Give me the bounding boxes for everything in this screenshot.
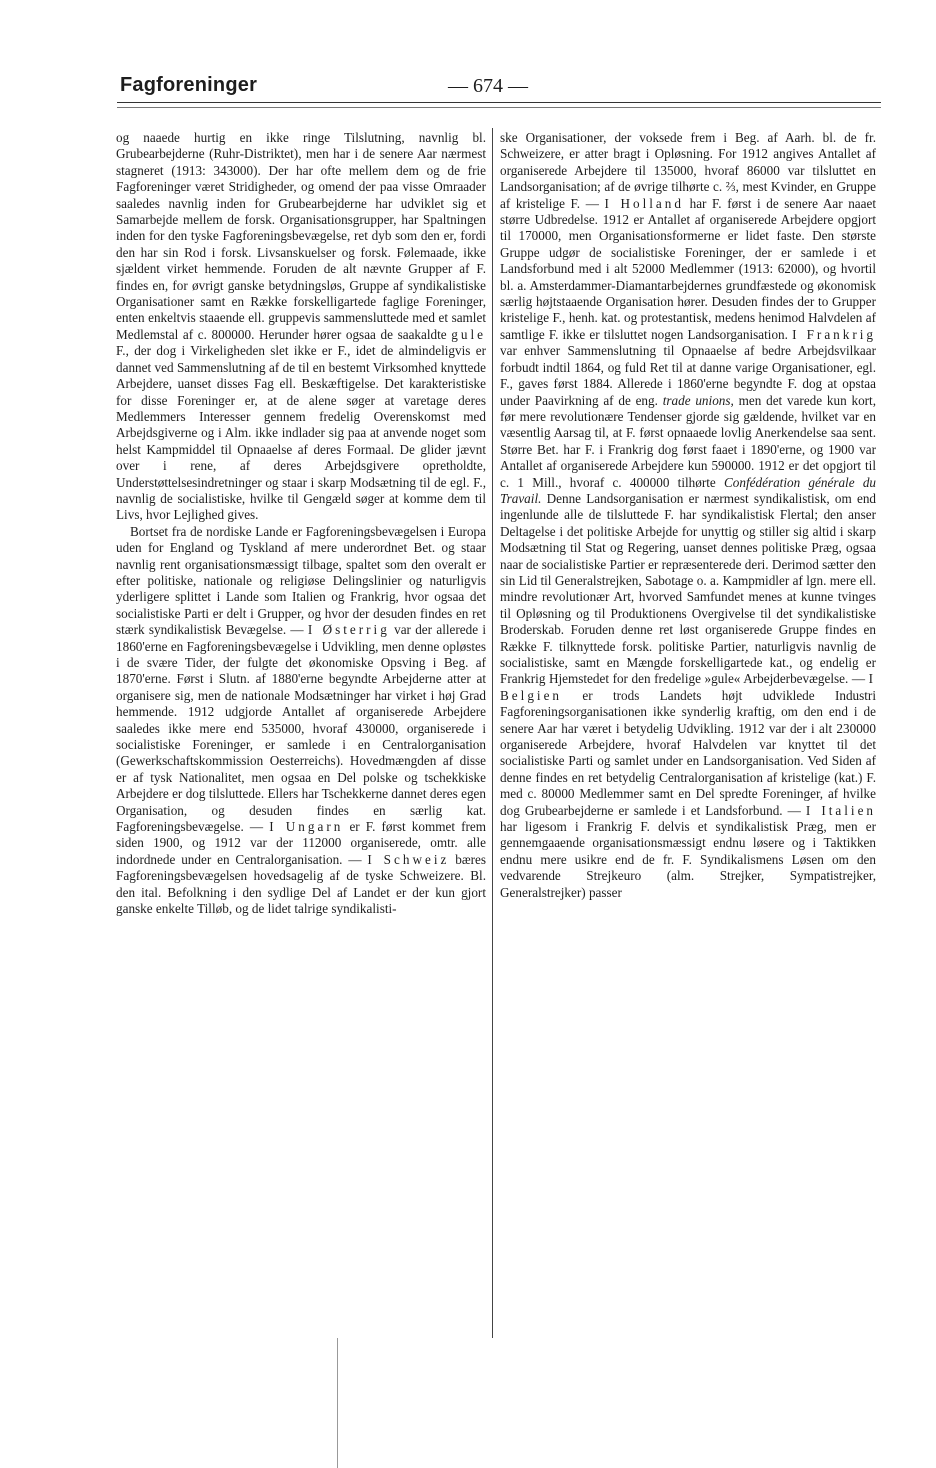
right-column	[500, 130, 876, 901]
spaced-term: I Frankrig	[792, 326, 877, 342]
text-run: ske Organisationer, der voksede frem i Beg. af Aarh. bl. de fr. Schweizere, er atter bragt i Opløsning. For 1912 angives Antallet af organiserede Arbejdere til 135000, hvoraf 86000 var tilsluttet en Landsorganisation; af de øvrige tilhørte c. ⅔, mest Kvinder, en Gruppe af kristelige F. —	[500, 130, 876, 211]
spaced-term: I Belgien	[500, 671, 877, 703]
text-run: bæres Fagforeningsbevægelsen hovedsagelig af de tyske Schweizere. Bl. den ital. Befolkning i den sydlige Del af Landet er der kun gjort ganske enkelte Tilløb, og de lidet talrige syndikalisti-	[116, 851, 486, 917]
header-rule-secondary	[117, 107, 881, 108]
column-divider-lower	[337, 1338, 338, 1468]
paragraph	[116, 130, 486, 524]
text-run: er F. først kommet frem siden 1900, og 1912 var der 112000 organiserede, omtr. alle indordnede under en Centralorganisation. —	[116, 819, 487, 867]
header-rule	[117, 102, 881, 103]
spaced-term: I Østerrig	[307, 622, 390, 638]
text-run: og naaede hurtig en ikke ringe Tilslutning, navnlig bl. Grubearbejderne (Ruhr-Distriktet), men har i de senere Aar nærmest stagneret (1913: 343000). Der har ofte mellem dem og de frie Fagforeninger været Stridigheder, og omend der paa visse Omraader saaledes navnlig inden for Grubearbejderne har udviklet sig et Samarbejde mellem de forsk. Organisationsgrupper, har Spaltningen inden for den tyske Fagforeningsbevægelse, ret dyb som den er, fordi den har sin Rod i forsk. Livsanskuelser og forsk. Følemaade, ikke sjældent virket hemmende. Foruden de alt nævnte Grupper af F. findes en, for øvrigt ganske betydningsløs, Gruppe af syndikalistiske Organisationer samt en Række forskelligartede faglige Foreninger, enten enkeltvis staaende ell. gruppevis sammensluttede med et samlet Medlemstal af c. 800000. Herunder hører ogsaa de saakaldte	[116, 130, 486, 342]
paragraph	[116, 524, 486, 918]
spaced-term: I Holland	[604, 195, 684, 211]
text-run: var enhver Sammenslutning til Opnaaelse af bedre Arbejdsvilkaar forbudt indtil 1864, og fuld Ret til at danne varige Organisationer, egl. F., gaves først 1884. Allerede i 1860'erne begyndte F. dog at opstaa under Paavirkning af de eng.	[500, 343, 876, 408]
italic-term: trade unions,	[662, 392, 734, 408]
running-head-title: Fagforeninger	[120, 74, 258, 96]
left-column	[116, 130, 486, 918]
italic-term: Confédération générale du Travail.	[500, 474, 877, 506]
text-run: Bortset fra de nordiske Lande er Fagforeningsbevægelsen i Europa uden for England og Tyskland af mere underordnet Bet. og staar navnlig rent organisationsmæssigt tilbage, spaltet som den overalt er efter politiske, nationale og religiøse Delingslinier og naturligvis yderligere splittet i Lande som Italien og Frankrig, hvor ogsaa det socialistiske Parti er delt i Grupper, og hvor der desuden findes en ret stærk syndikalistisk Bevægelse. —	[116, 523, 486, 638]
text-run: Denne Landsorganisation er nærmest syndikalistisk, om end ingenlunde alle de tilsluttede F. har syndikalistisk Flertal; den anser Deltagelse i det politiske Arbejde for unyttig og stiller sig altid i skarp Modsætning til Stat og Regering, uanset dennes politiske Præg, ogsaa naar de socialistiske Partier er repræsenterede deri. Derimod sætter den sin Lid til Generalstrejken, Sabotage o. a. Kampmidler af lgn. mere ell. mindre revolutionær Art, hvorved Samfundet menes at kunne tvinges til Opløsning og til Produktionens Overgivelse til det syndikalistiske Broderskab. Foruden denne ret løst organiserede Gruppe findes en Række F. tilknyttede forsk. politiske Partier, naturligvis navnlig de socialistiske, samt en Mængde forskelligartede kat., og endelig er Frankrig Hjemstedet for den fredelige »gule« Arbejderbevægelse. —	[500, 490, 877, 687]
text-run: har ligesom i Frankrig F. delvis et syndikalistisk Præg, men er gennemgaaende organisationsmæssigt endnu løsere og i Taktikken endnu mere usikre end de fr. F. Syndikalismens Løsen om den vedvarende Strejkeuro (alm. Strejker, Sympatistrejker, Generalstrejker) passer	[500, 819, 876, 900]
spaced-term: I Schweiz	[367, 851, 450, 867]
paragraph	[500, 130, 876, 901]
text-run: F., der dog i Virkeligheden slet ikke er F., idet de almindeligvis er dannet ved Sammenslutning af de til en bestemt Virksomhed knyttede Arbejdere, uanset disses Fag ell. Beskæftigelse. Det karakteristiske for disse Foreninger er, at de alene søger at varetage deres Medlemmers Interesser gennem fredelig Overenskomst med Arbejdsgiverne og i Alm. ikke indlader sig paa at anvende noget som helst Kampmiddel til Opnaaelse af deres Formaal. De glider jævnt over i rene, af deres Arbejdsgivere opretholdte, Understøttelsesindretninger og staar i skarp Modsætning til de egl. F., navnlig de socialistiske, hvilke til Gengæld søger at komme dem til Livs, hvor Lejlighed gives.	[116, 343, 486, 523]
page-number: — 674 —	[448, 75, 528, 97]
text-run: er trods Landets højt udviklede Industri Fagforeningsorganisationen ikke synderlig kraftig, om den end i de senere Aar har været i betydelig Udvikling. 1912 var der i alt 230000 organiserede Arbejdere, hvoraf Halvdelen var knyttet til det socialistiske Parti og samlet under en Landsorganisation. Ved Siden af denne findes en ret betydelig Centralorganisation af kristelige (kat.) F. med c. 80000 Medlemmer samt en Del spredte Foreninger, af hvilke dog Grubearbejderne er samlede i et Landsforbund. —	[500, 687, 876, 818]
text-run: har F. først i de senere Aar naaet større Udbredelse. 1912 er Antallet af organiserede Arbejdere opgjort til 170000, men Organisationsformerne er lidet faste. Den største Gruppe udgør de socialistiske Foreninger, der er samlede i et Landsforbund med i alt 52000 Medlemmer (1913: 62000), og hvortil bl. a. Amsterdammer-Diamantarbejdernes grundfæstede og økonomisk særlig højtstaaende Organisation hører. Desuden findes der to Grupper kristelige F., henh. kat. og protestantisk, medens henimod Halvdelen af samtlige F. ikke er tilsluttet nogen Landsorganisation.	[500, 195, 877, 342]
text-run: var der allerede i 1860'erne en Fagforeningsbevægelse i Udvikling, men denne opløstes i de svære Tider, der fulgte det økonomiske Opsving i Beg. af 1870'erne. Først i Slutn. af 1880'erne begyndte Arbejderne atter at organisere sig, men de nationale Modsætninger har virket i høj Grad hemmende. 1912 udgjorde Antallet af organiserede Arbejdere saaledes ikke mere end 535000, hvoraf 430000, organiserede i socialistiske Foreninger, er samlede i en Centralorganisation (Gewerkschaftskommission Oesterreichs). Hovedmængden af disse er af tysk Nationalitet, men ogsaa en Del polske og tschekkiske Arbejdere er dog tilsluttede. Ellers har Tschekkerne dannet deres egen Organisation, og desuden findes en særlig kat. Fagforeningsbevægelse. —	[116, 622, 487, 835]
spaced-term: I Italien	[805, 802, 877, 818]
column-divider	[492, 128, 493, 1338]
spaced-term: gule	[451, 326, 486, 342]
text-run: men det varede kun kort, før mere revolutionære Tendenser gjorde sig gældende, hvilket var en væsentlig Aarsag til, at F. først opnaaede lovlig Anerkendelse saa sent. Større Bet. har F. i Frankrig dog først faaet i 1890'erne, og 1900 var Antallet af organiserede Arbejdere kun 590000. 1912 er det opgjort til c. 1 Mill., hvoraf c. 400000 tilhørte	[500, 392, 877, 490]
spaced-term: I Ungarn	[269, 819, 344, 835]
